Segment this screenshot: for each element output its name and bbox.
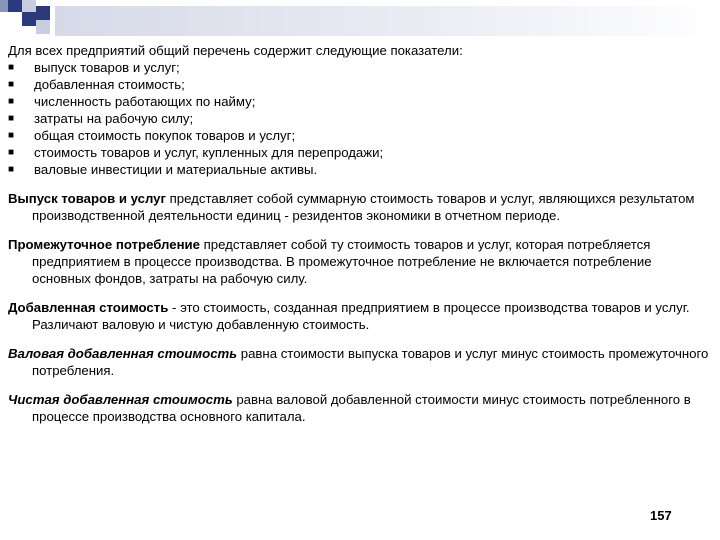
list-item-text: численность работающих по найму;: [34, 94, 256, 109]
definition-term: Добавленная стоимость: [8, 300, 169, 315]
bullet-square-icon: ■: [8, 96, 15, 107]
definition-text: представляет собой суммарную стоимость товаров и услуг, являющихся результатом производственной деятельности единиц - резидентов экономики в отчетном периоде.: [32, 191, 695, 223]
definitions: [8, 190, 714, 425]
list-item-text: стоимость товаров и услуг, купленных для перепродажи;: [34, 145, 384, 160]
deco-square: [8, 12, 22, 24]
list-item: [8, 76, 714, 93]
header-decoration: [0, 0, 720, 40]
list-item-text: добавленная стоимость;: [34, 77, 185, 92]
definition-term: Чистая добавленная стоимость: [8, 392, 233, 407]
list-item-text: валовые инвестиции и материальные активы.: [34, 162, 318, 177]
definition-paragraph: [8, 299, 714, 333]
definition-paragraph: [8, 391, 714, 425]
definition-text: представляет собой ту стоимость товаров и услуг, которая потребляется предприятием в процессе производства. В промежуточное потребление не включается потребление основных фондов, затраты на рабочую силу.: [32, 237, 652, 286]
list-item-text: общая стоимость покупок товаров и услуг;: [34, 128, 296, 143]
list-item: [8, 59, 714, 76]
list-item: [8, 93, 714, 110]
deco-square: [8, 0, 22, 12]
bullet-square-icon: ■: [8, 62, 15, 73]
list-item: [8, 144, 714, 161]
deco-square: [22, 0, 36, 12]
definition-paragraph: [8, 236, 714, 287]
deco-square: [0, 0, 8, 12]
deco-square: [22, 12, 36, 26]
intro-text: Для всех предприятий общий перечень содержит следующие показатели:: [8, 43, 463, 58]
definition-term: Выпуск товаров и услуг: [8, 191, 166, 206]
definition-term: Валовая добавленная стоимость: [8, 346, 238, 361]
definition-paragraph: [8, 345, 714, 379]
definition-term: Промежуточное потребление: [8, 237, 200, 252]
definition-paragraph: [8, 190, 714, 224]
bullet-square-icon: ■: [8, 113, 15, 124]
list-item: [8, 110, 714, 127]
definition-text: равна валовой добавленной стоимости минус стоимость потребленного в процессе производства основного капитала.: [32, 392, 691, 424]
page-number: 157: [650, 508, 672, 523]
header-gradient-bar: [55, 6, 720, 36]
bullet-square-icon: ■: [8, 164, 15, 175]
list-item-text: выпуск товаров и услуг;: [34, 60, 180, 75]
definition-text: - это стоимость, созданная предприятием в процессе производства товаров и услуг. Различают валовую и чистую добавленную стоимость.: [32, 300, 690, 332]
list-item: [8, 127, 714, 144]
deco-square: [36, 6, 50, 20]
deco-square: [36, 20, 50, 34]
definition-text: равна стоимости выпуска товаров и услуг минус стоимость промежуточного потребления.: [32, 346, 709, 378]
indicator-list: [8, 59, 714, 178]
list-item-text: затраты на рабочую силу;: [34, 111, 194, 126]
bullet-square-icon: ■: [8, 79, 15, 90]
bullet-square-icon: ■: [8, 147, 15, 158]
bullet-square-icon: ■: [8, 130, 15, 141]
document-body: [8, 42, 714, 425]
list-item: [8, 161, 714, 178]
